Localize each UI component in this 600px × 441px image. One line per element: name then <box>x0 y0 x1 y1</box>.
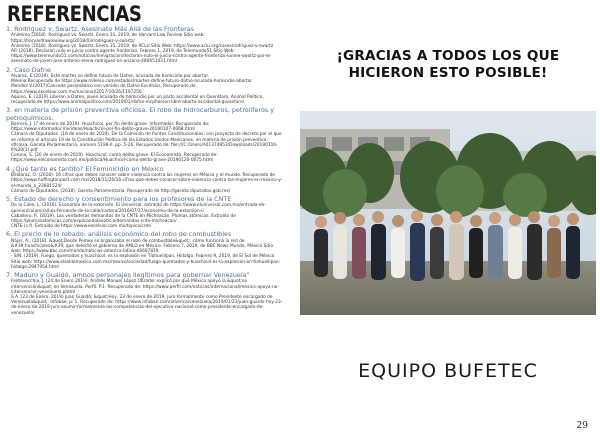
team-photo-illustration <box>300 111 596 315</box>
reference-heading: 5. Estado de derecho y consentimiento para los profesores de la CNTE <box>6 194 232 203</box>
reference-body: Baldaraz, O. (2018). 16 cifras que debes conocer sobre violencia contra las mujeres en México y el mundo. Recuperado de https://www.huffingtonpost.com.mx/2018/11/26/16-cifras-que-debes-conocer-sobre-violencia-contra-las-mujeres-en-mexico-y-el-mundo_a_23601524/ Cámara de Diputados. (2018). Gaceta Parlamentaria. Recuperado de http://gaceta.diputados.gob.mx/ <box>11 173 283 194</box>
reference-item <box>6 196 284 229</box>
reference-item <box>6 107 284 163</box>
reference-body: Nájar, A., (2018). &quot;Desde Pemex se organizaba el robo de combustible&quot;: cómo funciona la red de &#39;huachicoleo&#39; que detectó el gobierno de AMLO en México. Febrero 7, 2019, de BBC News Mundo, México Sitio web: https://www.bbc.com/mundo/noticias-america-latina-46697819. - S/N. (2019). Fuego, quemados y huachicol: es la explosión en Tlahuelilpan, Hidalgo. Febrero 9, 2019, de El Sol de México Sitio web: https://www.elsoldemexico.com.mx/mexico/sociedad/fuego-quemados-y-huachicol-es-la-explosion-en-tlahuelilpan-hidalgo-2947954.html <box>11 238 281 270</box>
reference-body: Alvarez, E.(2019). Este martes se define futuro de Dafne, acusada de homicidio por abortar. Milenio Recuperado de https://www.milenio.com/estados/martes-define-futuro-dafne-acusada-homicidio-abortar Mendez V.(2017)Concede paramédico con versión de Dafne.Excélsior, Recuperado de. https://www.excelsior.com.mx/nacional/2017/10/26/1197250 Aquino, E. (2019) Liberan a Dafne, joven acusada de homicidio por un parto accidental en Querétaro, Animal Político, recuperado de https://www.animalpolitico.com/2019/01/dafne-mcpherson-libre-aborto-accidental-queretaro/ <box>11 74 264 106</box>
reference-heading: 3. en materia de prisión preventiva oficiosa. El robo de hidrocarburos, petrolíferos y petroquímicos. <box>6 106 274 122</box>
reference-body: Animimo (2018). Rodriguez vs. Swartz. Enero 31, 2019, de Harvard Law Review Sitio web: https://harvardlawreview.org/2018/03/rodriguez-v-swartz/ Animimo (2018). Rodriguez vs. Swartz. Enero 31, 2019, de ACLU Sitio Web: https://www.aclu.org/cases/rodriguez-v-swartz AP. (2018). Declaran nulo el juicio contra agente fronterizo. Febrero 1, 2019, de Telemundo51 Sitio Web: https://www.telemundo51.com/noticias/inmigracion/declaran-nulo-el-juicio-contra-agente-fronterizo-lonnie-swartz-por-el-asesinato-de-joven-jose-antonio-elena-rodriguez-en-arizona-480651031.html <box>11 33 274 65</box>
reference-body: Barrera, J. (7 de enero de 2019). Huachicol, por fin delito grave. Informador. Recuperado de: https://www.informador.mx/ideas/Huachicol-por-fin-delito-grave-20190107-0068.html Cámara de Diputados. (16 de enero de 2019). De la Comisión de Puntos Constitucionales, con proyecto de decreto por el que se reforma el artículo 19 de la Constitución Política de los Estados Unidos Mexicanos, en materia de prisión preventiva oficiosa. Gaceta Parlamentaria, número 5198-II, pp. 5-26. Recuperado de: file:///C:/Users/A01374953/Downloads/20190116-II%20(1).pdf Corona, S. (20 de enero de 2019). Huachicol, como delito grave. El Economista. Recuperado de: https://www.eleconomista.com.mx/politica/Huachicol-como-delito-grave-20190120-0075.html <box>11 122 282 164</box>
thanks-message: ¡GRACIAS A TODOS LOS QUE HICIERON ESTO POSIBLE! <box>336 48 560 81</box>
reference-heading: 6. El precio de lo robado: análisis económico del robo de combustibles <box>6 230 232 239</box>
team-name: EQUIPO BUFETEC <box>358 360 538 382</box>
reference-body: Fantevecchia, J. (24 de Enero 2019). Andrés Manuel López Obrador explicó por qué México apoyó la &quot;no intervención&quot; en Venezuela. Perfil. P.1. Recuperado de: https://www.perfil.com/noticias/internacional/mexico-apoya-no-intervencion-venezuela.phtml S.A. (23 de Enero, 2019) Juan Guaidó: &quot;Hoy, 23 de enero de 2019, juro formalmente como Presidente encargado de Venezuela&quot;. Infobae, p. 1. Recuperado de: https://www.infobae.com/america/venezuela/2019/01/23/juan-guaido-hoy-23-de-enero-de-2019-juro-asumir-formalmente-las-competencias-del-ejecutivo-nacional-como-presidente-encargado-de-venezuela/ <box>11 279 283 316</box>
reference-heading: 7. Maduro y Guaidó, ambos personajes ilegítimos para gobernar Venezuela" <box>6 270 250 279</box>
page-title: REFERENCIAS <box>7 2 142 26</box>
references-list <box>6 26 284 436</box>
reference-heading: 2. Caso Dafne <box>6 65 51 74</box>
page-number: 29 <box>576 421 588 431</box>
reference-heading: 4.¿Qué tanto es tantito? El Feminicidio en México <box>6 164 164 173</box>
reference-item <box>6 272 284 316</box>
team-photo <box>300 111 596 315</box>
reference-item <box>6 166 284 194</box>
reference-item <box>6 26 284 65</box>
reference-heading: 1. Rodriguez v. Swartz. Asesinato Más Allá de las Fronteras <box>6 26 195 33</box>
reference-body: De la Calle, L. (2016). Economía de la extorsión. El Universal. extraído de https://www.eluniversal.com.mx/entrada-de-opinion/columna/luis-fernando-de-la-calle/cartera/2016/07/27/economia-de-la-extorsion-ii Caballero, R. (2019). Las verdaderas demandas de la CNTE en Michoacán. Plumas atómicas. Extraído de https://plumasatomicas.com/explicandolanoticia/demandas-cnte-michoacan/ CNTE (s.f). Extraído de https://www.excelsior.com.mx/topico/cnte <box>11 203 266 230</box>
reference-item <box>6 231 284 270</box>
reference-item <box>6 67 284 106</box>
